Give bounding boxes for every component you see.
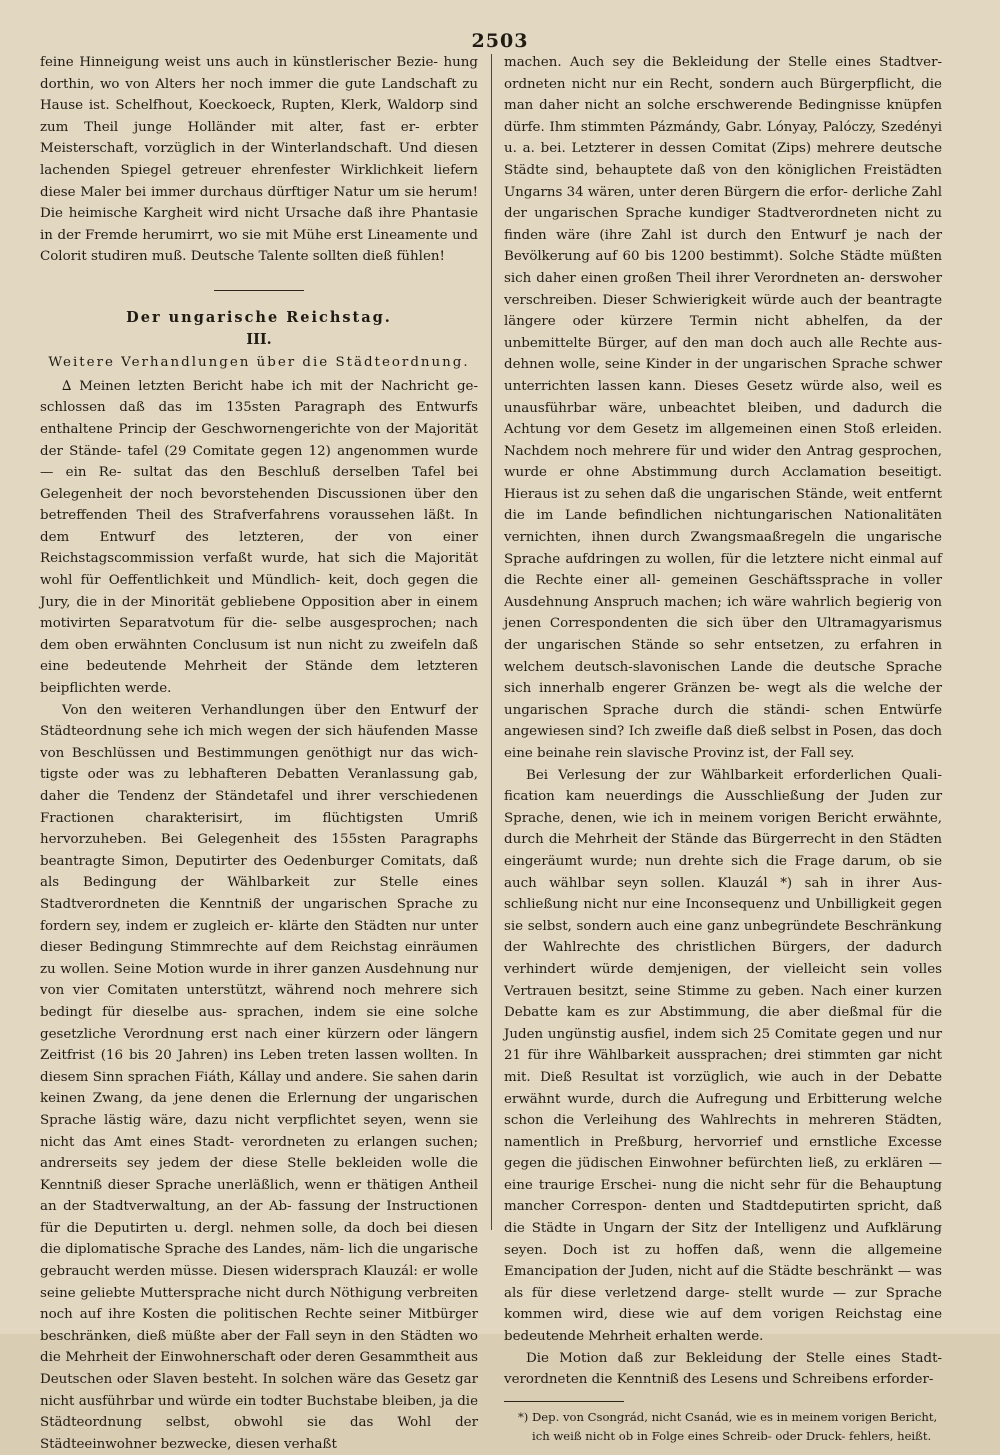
article-paragraph: Von den weiteren Verhandlungen über den Entwurf der Städteordnung sehe ich mich wegen der sich häufenden Masse von Beschlüssen und Bestimmungen genöthigt nur das wich- tigste oder was zu lebhafteren Debatten Veranlassung gab, daher die Tendenz der Ständetafel und ihrer verschiedenen Fractionen charakterisirt, im flüchtigsten Umriß hervorzuheben. Bei Gelegenheit des 155sten Paragraphs beantragte Simon, Deputirter des Oedenburger Comitats, daß als Bedingung der Wählbarkeit zur Stelle eines Stadtverordneten die Kenntniß der ungarischen Sprache zu fordern sey, indem er zugleich er- klärte den Städten nur unter dieser Bedingung Stimmrechte auf dem Reichstag einräumen zu wollen. Seine Motion wurde in ihrer ganzen Ausdehnung nur von vier Comitaten unterstützt, während noch mehrere sich bedingt für dieselbe aus- sprachen, indem sie eine solche gesetzliche Verordnung erst nach einer kürzern oder längern Zeitfrist (16 bis 20 Jahren) ins Leben treten lassen wollten. In diesem Sinn sprachen Fiáth, Kállay und andere. Sie sahen darin keinen Zwang, da jene denen die Erlernung der ungarischen Sprache lästig wäre, dazu nicht verpflichtet seyen, wenn sie nicht das Amt eines Stadt- verordneten zu erlangen suchen; andrerseits sey jedem der diese Stelle bekleiden wolle die Kenntniß dieser Sprache unerläßlich, wenn er thätigen Antheil an der Stadtverwaltung, an der Ab- fassung der Instructionen für die Deputirten u. dergl. nehmen solle, da doch bei diesen die diplomatische Sprache des Landes, näm- lich die ungarische gebraucht werden müsse. Diesen widersprach Klauzál: er wolle seine geliebte Muttersprache nicht durch Nöthigung verbreiten noch auf ihre Kosten die politischen Rechte seiner Mitbürger beschränken, dieß müßte aber der Fall seyn in den Städten wo die Mehrheit der Einwohnerschaft oder deren Gesammtheit aus Deutschen oder Slaven besteht. In solchen wäre das Gesetz gar nicht ausführbar und würde ein todter Buchstabe bleiben, ja die Städteordnung selbst, obwohl sie das Wohl der Städteeinwohner bezwecke, diesen verhaßt (40, 702, 478, 1452)
right-column (504, 52, 942, 1446)
article-paragraph: Die Motion daß zur Bekleidung der Stelle eines Stadt- verordneten die Kenntniß des Lesens und Schreibens erforder- (504, 1350, 942, 1388)
article-heading: Der ungarische Reichstag. (126, 308, 392, 326)
article-paragraph: Bei Verlesung der zur Wählbarkeit erforderlichen Quali- fication kam neuerdings die Ausschließung der Juden zur Sprache, denen, wie ich in meinem vorigen Bericht erwähnte, durch die Mehrheit der Stände das Bürgerrecht in den Städten eingeräumt wurde; nun drehte sich die Frage darum, ob sie auch wählbar seyn sollen. Klauzál *) sah in ihrer Aus- schließung nicht nur eine Inconsequenz und Unbilligkeit gegen sie selbst, sondern auch eine ganz unbegründete Beschränkung der Wahlrechte des christlichen Bürgers, der dadurch verhindert würde demjenigen, der vielleicht sein volles Vertrauen besitzt, seine Stimme zu geben. Nach einer kurzen Debatte kam es zur Abstimmung, die aber dießmal für die Juden ungünstig ausfiel, indem sich 25 Comitate gegen und nur 21 für ihre Wählbarkeit aussprachen; drei stimmten gar nicht mit. Dieß Resultat ist vorzüglich, wie auch in der Debatte erwähnt wurde, durch die Aufregung und Erbitterung welche schon die Verleihung des Wahlrechts in mehreren Städten, namentlich in Preßburg, hervorrief und ernstliche Excesse gegen die jüdischen Einwohner befürchten ließ, zu erklären — eine traurige Erschei- nung die nicht sehr für die Behauptung mancher Correspon- denten und Stadtdeputirten spricht, daß die Städte in Ungarn der Sitz der Intelligenz und Aufklärung seyen. Doch ist zu hoffen daß, wenn die allgemeine Emancipation der Juden, nicht auf die Städte beschränkt — was als für diese verletzend darge- stellt wurde — zur Sprache kommen wird, diese wie auf dem vorigen Reichstag eine bedeutende Mehrheit erhalten werde. (504, 767, 942, 1345)
section-rule (214, 290, 304, 291)
article-subheading: Weitere Verhandlungen über die Städteordnung. (48, 355, 470, 371)
footnote: *) Dep. von Csongrád, nicht Csanád, wie es in meinem vorigen Bericht, ich weiß nicht ob in Folge eines Schreib- oder Druck- fehlers, heißt. (518, 1409, 938, 1443)
column-divider (491, 54, 492, 1230)
article-paragraph: machen. Auch sey die Bekleidung der Stelle eines Stadtver- ordneten nicht nur ein Recht, sondern auch Bürgerpflicht, die man daher nicht an solche erschwerende Bedingnisse knüpfen dürfe. Ihm stimmten Pázmándy, Gabr. Lónyay, Palóczy, Szedényi u. a. bei. Letzterer in dessen Comitat (Zips) mehrere deutsche Städte sind, behauptete daß von den königlichen Freistädten Ungarns 34 wären, unter deren Bürgern die erfor- derliche Zahl der ungarischen Sprache kundiger Stadtverordneten nicht zu finden wäre (ihre Zahl ist durch den Entwurf je nach der Bevölkerung auf 60 bis 1200 bestimmt). Solche Städte müßten sich daher einen großen Theil ihrer Verordneten an- derswoher verschreiben. Dieser Schwierigkeit würde auch der beantragte längere oder kürzere Termin nicht abhelfen, da der unbemittelte Bürger, auf den man doch auch alle Rechte aus- dehnen wolle, seine Kinder in der ungarischen Sprache schwer unterrichten lassen kann. Dieses Gesetz würde also, weil es unausführbar wäre, unbeachtet bleiben, und dadurch die Achtung vor dem Gesetz im allgemeinen einen Stoß erleiden. Nachdem noch mehrere für und wider den Antrag gesprochen, wurde er ohne Abstimmung durch Acclamation beseitigt. Hieraus ist zu sehen daß die ungarischen Stände, weit entfernt die im Lande befindlichen nichtungarischen Nationalitäten vernichten, ihnen durch Zwangsmaaßregeln die ungarische Sprache aufdringen zu wollen, für die letztere nicht einmal auf die Rechte einer all- gemeinen Geschäftssprache in voller Ausdehnung Anspruch machen; ich wäre wahrlich begierig von jenen Correspondenten die sich über den Ultramagyarismus der ungarischen Stände so sehr entsetzen, zu erfahren in welchem deutsch-slavonischen Lande die deutsche Sprache sich innerhalb engerer Gränzen be- wegt als die welche der ungarischen Sprache durch die ständi- schen Entwürfe angewiesen sind? Ich zweifle daß dieß selbst in Posen, das doch eine beinahe rein slavische Provinz ist, der Fall sey. (504, 55, 942, 761)
intro-paragraph: feine Hinneigung weist uns auch in künstlerischer Bezie- hung dorthin, wo von Alters her noch immer die gute Landschaft zu Hause ist. Schelfhout, Koeckoeck, Rupten, Klerk, Waldorp sind zum Theil junge Holländer mit alter, fast er- erbter Meisterschaft, vorzüglich in der Winterlandschaft. Und diesen lachenden Spiegel getreuer ehrenfester Wirklichkeit liefern diese Maler bei immer durchaus dürftiger Natur um sie herum! Die heimische Kargheit wird nicht Ursache daß ihre Phantasie in der Fremde herumirrt, wo sie mit Mühe erst Lineamente und Colorit studiren muß. Deutsche Talente sollten dieß fühlen! (40, 55, 478, 265)
left-column (40, 52, 478, 1455)
footnote-rule (504, 1401, 624, 1402)
article-paragraph: ∆ Meinen letzten Bericht habe ich mit der Nachricht ge- schlossen daß das im 135sten Paragraph des Entwurfs enthaltene Princip der Geschwornengerichte von der Majorität der Stände- tafel (29 Comitate gegen 12) angenommen wurde — ein Re- sultat das den Beschluß derselben Tafel bei Gelegenheit der noch bevorstehenden Discussionen über den betreffenden Theil des Strafverfahrens voraussehen läßt. In dem Entwurf des letzteren, der von einer Reichstagscommission verfaßt wurde, hat sich die Majorität wohl für Oeffentlichkeit und Mündlich- keit, doch gegen die Jury, die in der Minorität gebliebene Opposition aber in einem motivirten Separatvotum für die- selbe ausgesprochen; nach dem oben erwähnten Conclusum ist nun nicht zu zweifeln daß eine bedeutende Mehrheit der Stände dem letzteren beipflichten werde. (40, 378, 478, 697)
page-number: 2503 (471, 30, 529, 52)
article-number: III. (246, 330, 272, 348)
